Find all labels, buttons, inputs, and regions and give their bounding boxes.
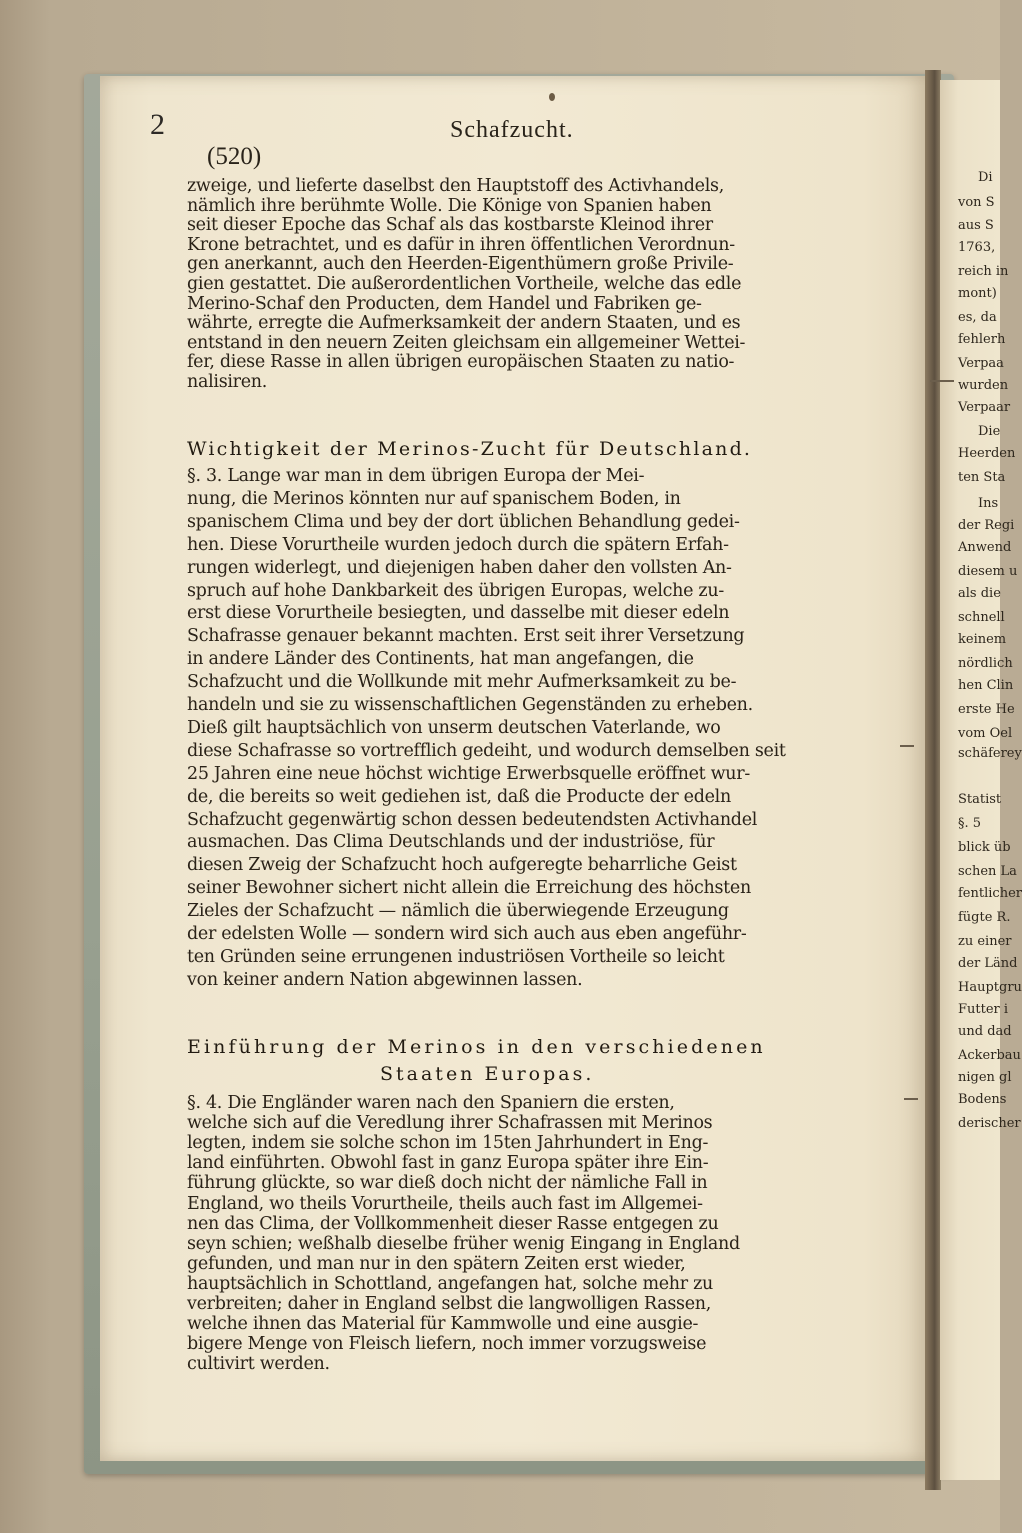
- section-3-line: spanischem Clima und bey der dort üblichen Behandlung gedei-: [187, 511, 740, 532]
- body-line: währte, erregte die Aufmerksamkeit der andern Staaten, und es: [187, 313, 741, 334]
- right-page-fragment: Ins: [978, 496, 999, 511]
- right-page-fragment: nigen gl: [958, 1070, 1012, 1085]
- ink-spot: [549, 93, 555, 101]
- section-4-line: verbreiten; daher in England selbst die langwolligen Rassen,: [187, 1294, 711, 1314]
- body-line: Krone betrachtet, und es dafür in ihren öffentlichen Verordnun-: [187, 234, 735, 255]
- body-line: zweige, und lieferte daselbst den Hauptstoff des Activhandels,: [187, 176, 724, 196]
- margin-mark: [904, 1098, 918, 1100]
- body-line: nämlich ihre berühmte Wolle. Die Könige von Spanien haben: [187, 195, 712, 216]
- section-4-line: welche ihnen das Material für Kammwolle und eine ausgie-: [187, 1314, 699, 1335]
- right-page-fragment: mont): [958, 286, 997, 301]
- right-page-fragment: Bodens: [958, 1092, 1007, 1107]
- body-line: seit dieser Epoche das Schaf als das kostbarste Kleinod ihrer: [187, 215, 713, 236]
- section-3-line: Schafrasse genauer bekannt machten. Erst seit ihrer Versetzung: [187, 626, 745, 647]
- section-3-line: ausmachen. Das Clima Deutschlands und der industriöse, für: [187, 832, 715, 853]
- margin-mark: [930, 380, 954, 382]
- section-3-line: rungen widerlegt, und diejenigen haben daher den vollsten An-: [187, 557, 732, 578]
- section-4-line: §. 4. Die Engländer waren nach den Spaniern die ersten,: [187, 1093, 675, 1113]
- section-3-line: ten Gründen seine errungenen industriösen Vortheile so leicht: [187, 946, 725, 967]
- right-page-fragment: blick üb: [958, 840, 1011, 855]
- section-4-line: nen das Clima, der Vollkommenheit dieser Rasse entgegen zu: [187, 1213, 719, 1234]
- section-3-line: in andere Länder des Continents, hat man angefangen, die: [187, 649, 694, 670]
- section-3-line: diese Schafrasse so vortrefflich gedeiht, und wodurch demselben seit: [187, 740, 786, 761]
- page-number: (520): [207, 143, 262, 170]
- section-4-line: gefunden, und man nur in den spätern Zeiten erst wieder,: [187, 1253, 686, 1274]
- section-heading-introduction-line-2: Staaten Europas.: [380, 1063, 595, 1085]
- right-page-fragment: fehlerh: [958, 332, 1006, 347]
- body-line: gen anerkannt, auch den Heerden-Eigenthümern große Privile-: [187, 254, 734, 275]
- right-page-fragment: diesem u: [958, 564, 1018, 579]
- right-page-fragment: nördlich: [958, 656, 1013, 671]
- section-4-line: seyn schien; weßhalb dieselbe früher wenig Eingang in England: [187, 1233, 740, 1254]
- section-heading-merino-importance: Wichtigkeit der Merinos-Zucht für Deutschland.: [187, 438, 753, 460]
- right-page-fragment: hen Clin: [958, 678, 1014, 693]
- right-page-fragment: 1763,: [958, 240, 996, 255]
- scan-sequence-number: 2: [150, 108, 165, 141]
- right-page-fragment: aus S: [958, 218, 994, 233]
- body-line: nalisiren.: [187, 372, 268, 392]
- section-3-line: Schafzucht und die Wollkunde mit mehr Aufmerksamkeit zu be-: [187, 672, 737, 693]
- right-page-fragment: keinem: [958, 632, 1007, 647]
- section-3-line: hen. Diese Vorurtheile wurden jedoch durch die spätern Erfah-: [187, 534, 729, 555]
- right-page-fragment: der Länd: [958, 956, 1018, 971]
- right-page-fragment: erste He: [958, 702, 1015, 717]
- section-4-line: land einführten. Obwohl fast in ganz Europa später ihre Ein-: [187, 1153, 709, 1174]
- right-page-fragment: Hauptgru: [958, 980, 1022, 995]
- right-page-fragment: schäferey: [958, 746, 1022, 761]
- right-page-fragment: Ackerbau: [958, 1048, 1021, 1063]
- section-4-line: führung glückte, so war dieß doch nicht der nämliche Fall in: [187, 1173, 708, 1194]
- section-3-line: spruch auf hohe Dankbarkeit des übrigen Europas, welche zu-: [187, 580, 724, 601]
- section-3-line: Schafzucht gegenwärtig schon dessen bedeutendsten Activhandel: [187, 809, 758, 830]
- section-4-line: bigere Menge von Fleisch liefern, noch immer vorzugsweise: [187, 1334, 707, 1355]
- right-page-fragment: schen La: [958, 864, 1017, 879]
- right-page-fragment: schnell: [958, 610, 1005, 625]
- section-3-line: erst diese Vorurtheile besiegten, und dasselbe mit dieser edeln: [187, 603, 730, 624]
- right-page-fragment: als die: [958, 586, 1001, 601]
- right-page-fragment: reich in: [958, 264, 1009, 279]
- right-page-edge: [940, 80, 1022, 1480]
- right-page-fragment: Statist: [958, 792, 1002, 807]
- right-page-fragment: fügte R.: [958, 910, 1011, 925]
- section-3-line: diesen Zweig der Schafzucht hoch aufgeregte beharrliche Geist: [187, 855, 737, 876]
- right-page-fragment: es, da: [958, 310, 997, 325]
- right-page-fragment: Di: [978, 170, 993, 185]
- right-page-fragment: und dad: [958, 1024, 1012, 1039]
- section-3-line: nung, die Merinos könnten nur auf spanischem Boden, in: [187, 488, 681, 509]
- right-page-fragment: zu einer: [958, 934, 1012, 949]
- right-page-fragment: Anwend: [958, 540, 1012, 555]
- section-3-line: 25 Jahren eine neue höchst wichtige Erwerbsquelle eröffnet wur-: [187, 763, 750, 784]
- section-3-line: Dieß gilt hauptsächlich von unserm deutschen Vaterlande, wo: [187, 717, 721, 738]
- right-page-fragment: von S: [958, 195, 995, 210]
- margin-mark: [900, 745, 914, 747]
- section-4-line: England, wo theils Vorurtheile, theils auch fast im Allgemei-: [187, 1193, 703, 1214]
- body-line: Merino-Schaf den Producten, dem Handel und Fabriken ge-: [187, 293, 702, 314]
- section-3-line: §. 3. Lange war man in dem übrigen Europa der Mei-: [187, 466, 645, 486]
- section-3-line: Zieles der Schafzucht — nämlich die überwiegende Erzeugung: [187, 901, 729, 922]
- section-4-line: hauptsächlich in Schottland, angefangen hat, solche mehr zu: [187, 1273, 713, 1294]
- section-3-line: seiner Bewohner sichert nicht allein die Erreichung des höchsten: [187, 878, 751, 899]
- body-line: fer, diese Rasse in allen übrigen europäischen Staaten zu natio-: [187, 352, 735, 373]
- section-3-line: de, die bereits so weit gediehen ist, daß die Producte der edeln: [187, 786, 731, 807]
- section-heading-introduction-line-1: Einführung der Merinos in den verschiedenen: [187, 1036, 766, 1058]
- section-3-line: der edelsten Wolle — sondern wird sich auch aus eben angeführ-: [187, 924, 747, 944]
- section-4-line: legten, indem sie solche schon im 15ten Jahrhundert in Eng-: [187, 1133, 709, 1154]
- section-4-line: cultivirt werden.: [187, 1354, 330, 1375]
- section-4-line: welche sich auf die Veredlung ihrer Schafrassen mit Merinos: [187, 1113, 713, 1134]
- right-page-fragment: derischer: [958, 1116, 1021, 1131]
- book-gutter: [925, 70, 941, 1490]
- running-header: Schafzucht.: [450, 117, 574, 143]
- section-3-line: von keiner andern Nation abgewinnen lassen.: [187, 969, 583, 990]
- body-line: entstand in den neuern Zeiten gleichsam ein allgemeiner Wettei-: [187, 332, 746, 353]
- body-line: gien gestattet. Die außerordentlichen Vortheile, welche das edle: [187, 274, 742, 294]
- right-page-fragment: wurden: [958, 378, 1009, 393]
- section-3-line: handeln und sie zu wissenschaftlichen Gegenständen zu erheben.: [187, 695, 753, 715]
- right-page-fragment: fentlicher: [958, 886, 1022, 901]
- right-page-fragment: §. 5: [958, 816, 982, 831]
- right-page-fragment: Heerden: [958, 446, 1016, 461]
- right-page-fragment: Verpaa: [958, 356, 1004, 371]
- right-page-fragment: der Regi: [958, 518, 1015, 533]
- right-page-fragment: Futter i: [958, 1002, 1009, 1017]
- right-page-fragment: Verpaar: [958, 400, 1011, 415]
- right-page-fragment: vom Oel: [958, 726, 1013, 741]
- right-page-fragment: ten Sta: [958, 470, 1006, 485]
- right-page-fragment: Die: [978, 424, 1001, 439]
